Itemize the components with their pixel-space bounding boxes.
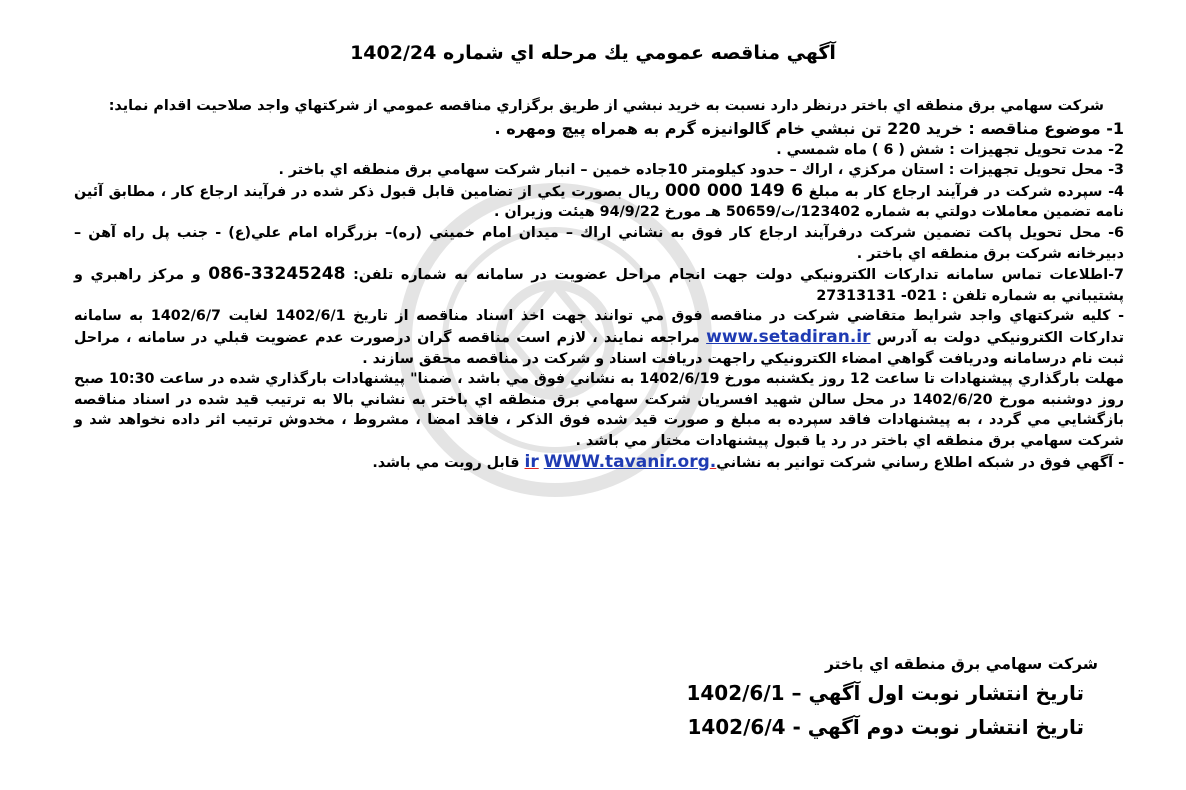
- envelope-delivery-place: 6- محل تحويل پاكت تضمين شركت درفرآيند ارجاع كار فوق به نشاني اراك – ميدان امام خميني (ره)– بزرگراه امام علي(ع) - جنب پل راه آهن – دبيرخانه شركت برق منطقه اي باختر .: [74, 224, 1124, 262]
- contact-phone-support: 021- 27313131: [816, 287, 937, 304]
- signature-block: [628, 652, 1098, 744]
- tender-subject-label: 1- موضوع مناقصه :: [962, 118, 1124, 138]
- deposit-label: 4- سپرده شركت در فرآيند ارجاع كار به مبلغ: [803, 183, 1124, 200]
- contact-middle-text: و مركز راهبري و پشتيباني به شماره تلفن :: [74, 267, 1124, 304]
- setadiran-link[interactable]: www.setadiran.ir: [706, 326, 871, 347]
- tavanir-paragraph: [74, 452, 1124, 474]
- tavanir-text-end: قابل رويت مي باشد.: [372, 454, 525, 471]
- documents-paragraph: [74, 306, 1124, 369]
- deposit-paragraph: [74, 181, 1124, 223]
- notice-body: [74, 96, 1124, 473]
- tender-subject: [74, 117, 1124, 140]
- delivery-time: 2- مدت تحويل تجهيزات : شش ( 6 ) ماه شمسي .: [776, 141, 1124, 158]
- delivery-place: 3- محل تحويل تجهيزات : استان مركزي ، اراك – حدود كيلومتر 10جاده خمين – انبار شركت سهامي برق منطقه اي باختر .: [278, 162, 1124, 179]
- deposit-details: ريال بصورت يكي از تضامين قابل قبول ذكر شده در فرآيند ارجاع كار ، مطابق آئين نامه تضمين معاملات دولتي به شماره 123402/ت/50659 هـ مورخ 94/9/22 هيئت وزيران .: [74, 183, 1124, 221]
- intro-paragraph: شركت سهامي برق منطقه اي باختر درنظر دارد نسبت به خريد نبشي از طريق برگزاري مناقصه عمومي از شركتهاي واجد صلاحيت اقدام نمايد:: [108, 98, 1104, 114]
- notice-title: آگهي مناقصه عمومي يك مرحله اي شماره 1402/24: [350, 42, 836, 64]
- documents-text-start: - كليه شركتهاي واجد شرايط متقاضي شركت در مناقصه فوق مي توانند جهت اخذ اسناد مناقصه از تاريخ 1402/6/1 لغايت 1402/6/7 به سامانه تداركات الكترونيكي دولت به آدرس: [74, 308, 1124, 346]
- tender-subject-value: خريد 220 تن نبشي خام گالوانيزه گرم به همراه پيچ ومهره .: [494, 118, 963, 138]
- contact-phone-setad: 086-33245248: [208, 264, 346, 285]
- tavanir-text-start: - آگهي فوق در شبكه اطلاع رساني شركت توانير به نشاني: [716, 454, 1124, 471]
- ir-suffix-text: .ir: [524, 451, 717, 472]
- company-name: شركت سهامي برق منطقه اي باختر: [824, 655, 1098, 673]
- first-publication-date: تاريخ انتشار نوبت اول آگهي – 1402/6/1: [686, 681, 1084, 705]
- deposit-amount: 6 149 000 000: [664, 180, 804, 201]
- deadline-paragraph: مهلت بارگذاري پيشنهادات تا ساعت 12 روز يكشنبه مورخ 1402/6/19 به نشاني فوق مي باشد ، ضمنا" پيشنهادات بارگذاري شده در ساعت 10:30 صبح روز دوشنبه مورخ 1402/6/20 در محل سالن شهيد افسريان شركت سهامي برق منطقه اي باختر به نشاني بالا به ترتيب قيد شده در اسناد مناقصه بازگشايي مي گردد ، به پيشنهادات فاقد سپرده به مبلغ و صورت قيد شده فوق الذكر ، فاقد امضا ، مشروط ، مخدوش ترتيب اثر داده نخواهد شد و شركت سهامي برق منطقه اي باختر در رد يا قبول پيشنهادات مختار مي باشد .: [74, 371, 1124, 449]
- documents-text-end: مراجعه نمايند ، لازم است مناقصه گران درصورت عدم عضويت قبلي در سامانه ، مراحل ثبت نام درسامانه ودريافت گواهي امضاء الكترونيكي راجهت دريافت اسناد و شركت در مناقصه محقق سازند .: [74, 329, 1124, 367]
- second-publication-date: تاريخ انتشار نوبت دوم آگهي - 1402/6/4: [687, 715, 1084, 739]
- tavanir-link[interactable]: WWW.tavanir.org: [543, 451, 710, 472]
- contact-paragraph: [74, 264, 1124, 306]
- contact-label: 7-اطلاعات تماس سامانه تداركات الكترونيكي دولت جهت انجام مراحل عضويت در سامانه به شماره تلفن:: [345, 267, 1124, 284]
